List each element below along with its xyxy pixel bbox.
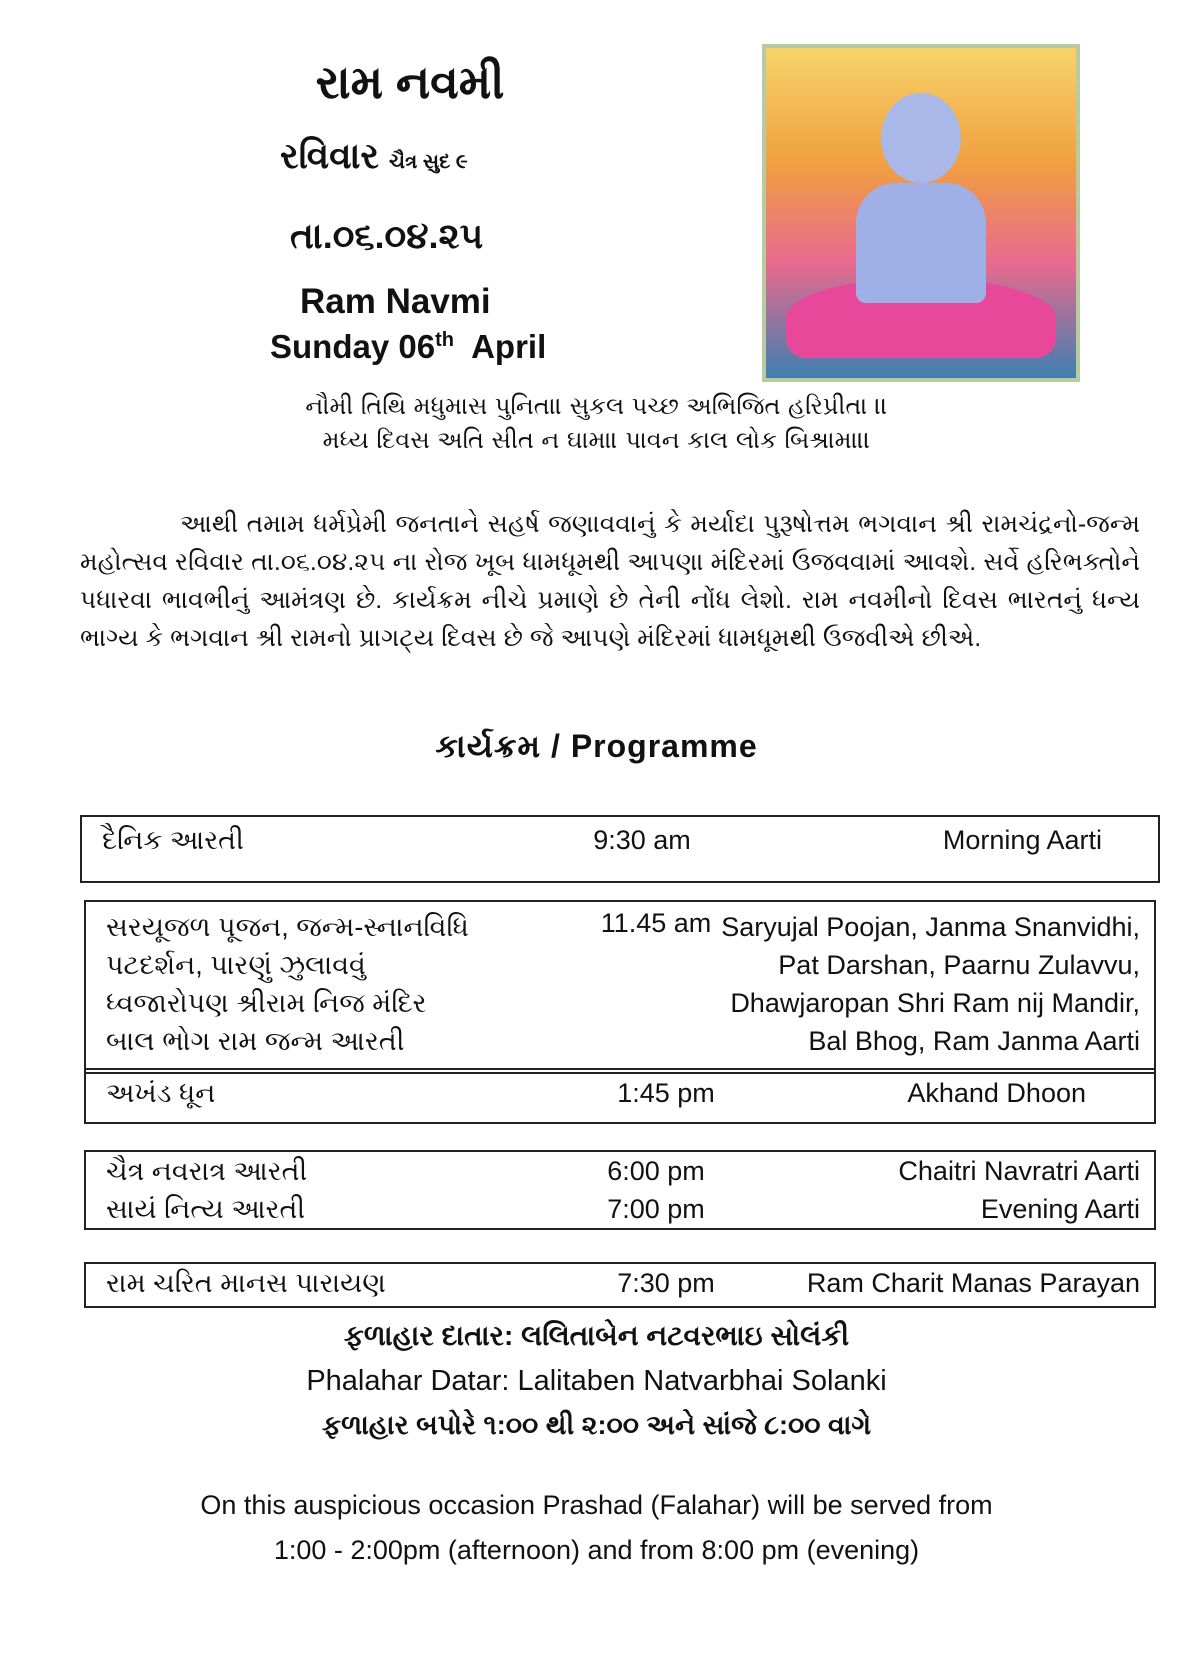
timing-gujarati: ફળાહાર બપોરે ૧:૦૦ થી ૨:૦૦ અને સાંજે ૮:૦૦ વાગે [321, 1410, 872, 1440]
figure-body [856, 183, 986, 303]
month-en: April [471, 328, 547, 365]
donor-english: Phalahar Datar: Lalitaben Natvarbhai Solanki [306, 1365, 887, 1397]
item-english: Chaitri Navratri Aarti [898, 1156, 1140, 1186]
figure-head [881, 93, 961, 183]
item-english: Morning Aarti [942, 825, 1102, 855]
item-english: Dhawjaropan Shri Ram nij Mandir, [730, 988, 1140, 1018]
item-gujarati-lines [106, 908, 469, 1060]
programme-row [84, 1262, 1156, 1308]
item-gujarati: ધ્વજારોપણ શ્રીરામ નિજ મંદિર [106, 988, 427, 1018]
item-time-lines [556, 1152, 756, 1228]
date-gujarati: તા.૦૬.૦૪.૨૫ [290, 215, 484, 256]
verse-line-1: નૌમી તિથિ મધુમાસ પુનિતા। સુકલ પચ્છ અભિજિત હરિપ્રીતા ।। [305, 392, 888, 420]
item-gujarati-lines [106, 1152, 307, 1228]
item-english: Bal Bhog, Ram Janma Aarti [808, 1026, 1140, 1056]
item-gujarati: સરયૂજળ પૂજન, જન્મ-સ્નાનવિધિ [106, 912, 469, 942]
title-gujarati: રામ નવમી [315, 56, 505, 108]
item-gujarati: સાયં નિત્ય આરતી [106, 1194, 306, 1224]
item-gujarati: રામ ચરિત માનસ પારાયણ [106, 1268, 386, 1298]
day-en: Sunday 06 [270, 328, 436, 365]
item-english: Evening Aarti [980, 1194, 1140, 1224]
item-time: 11.45 am [600, 908, 712, 938]
item-gujarati: અખંડ ધૂન [106, 1078, 216, 1108]
day-gujarati [280, 135, 468, 178]
date-english [270, 328, 546, 366]
programme-row [84, 1068, 1156, 1124]
item-english-lines [721, 908, 1140, 1060]
programme-heading: કાર્યક્રમ / Programme [435, 728, 758, 764]
item-english-lines [898, 1152, 1140, 1228]
item-english: Akhand Dhoon [907, 1078, 1086, 1108]
item-time: 1:45 pm [617, 1078, 715, 1108]
programme-row [80, 815, 1160, 883]
donor-gujarati: ફળાહાર દાતાર: લલિતાબેન નટવરભાઇ સોલંકી [343, 1320, 850, 1351]
invitation-paragraph: આથી તમામ ધર્મપ્રેમી જનતાને સહર્ષ જણાવવાનું કે મર્યાદા પુરૂષોત્તમ ભગવાન શ્રી રામચંદ્રનો-જન્મ મહોત્સવ રવિવાર તા.૦૬.૦૪.૨૫ ના રોજ ખૂબ ધામધૂમથી આપણા મંદિરમાં ઉજવવામાં આવશે. સર્વે હરિભક્તોને પધારવા ભાવભીનું આમંત્રણ છે. કાર્યક્રમ નીચે પ્રમાણે છે તેની નોંધ લેશો. રામ નવમીનો દિવસ ભારતનું ધન્ય ભાગ્ય કે ભગવાન શ્રી રામનો પ્રાગટ્ય દિવસ છે જે આપણે મંદિરમાં ધામધૂમથી ઉજવીએ છીએ. [80, 510, 1140, 652]
item-gujarati: બાલ ભોગ રામ જન્મ આરતી [106, 1026, 405, 1056]
day-suffix: th [435, 329, 454, 351]
day-label: રવિવાર [280, 135, 380, 176]
item-english: Pat Darshan, Paarnu Zulavvu, [778, 950, 1140, 980]
item-gujarati: દૈનિક આરતી [102, 825, 244, 855]
verse-line-2: મધ્ય દિવસ અતિ સીત ન ઘામા। પાવન કાલ લોક બિશ્રામા।। [322, 426, 871, 454]
programme-row [84, 900, 1156, 1074]
item-english: Saryujal Poojan, Janma Snanvidhi, [721, 912, 1140, 942]
title-english: Ram Navmi [300, 282, 491, 321]
item-gujarati: ચૈત્ર નવરાત્ર આરતી [106, 1156, 308, 1186]
item-time: 9:30 am [593, 825, 691, 855]
lord-ram-image [762, 44, 1080, 382]
item-time: 6:00 pm [607, 1156, 705, 1186]
note-english-2: 1:00 - 2:00pm (afternoon) and from 8:00 pm (evening) [273, 1535, 920, 1565]
note-english-1: On this auspicious occasion Prashad (Falahar) will be served from [200, 1490, 993, 1520]
item-time: 7:00 pm [607, 1194, 705, 1224]
programme-row [84, 1150, 1156, 1230]
item-time: 7:30 pm [617, 1268, 715, 1298]
item-gujarati: પટદર્શન, પારણું ઝુલાવવું [106, 950, 366, 980]
item-english: Ram Charit Manas Parayan [806, 1268, 1140, 1298]
tithi-label: ચૈત્ર સુદ ૯ [389, 151, 468, 173]
